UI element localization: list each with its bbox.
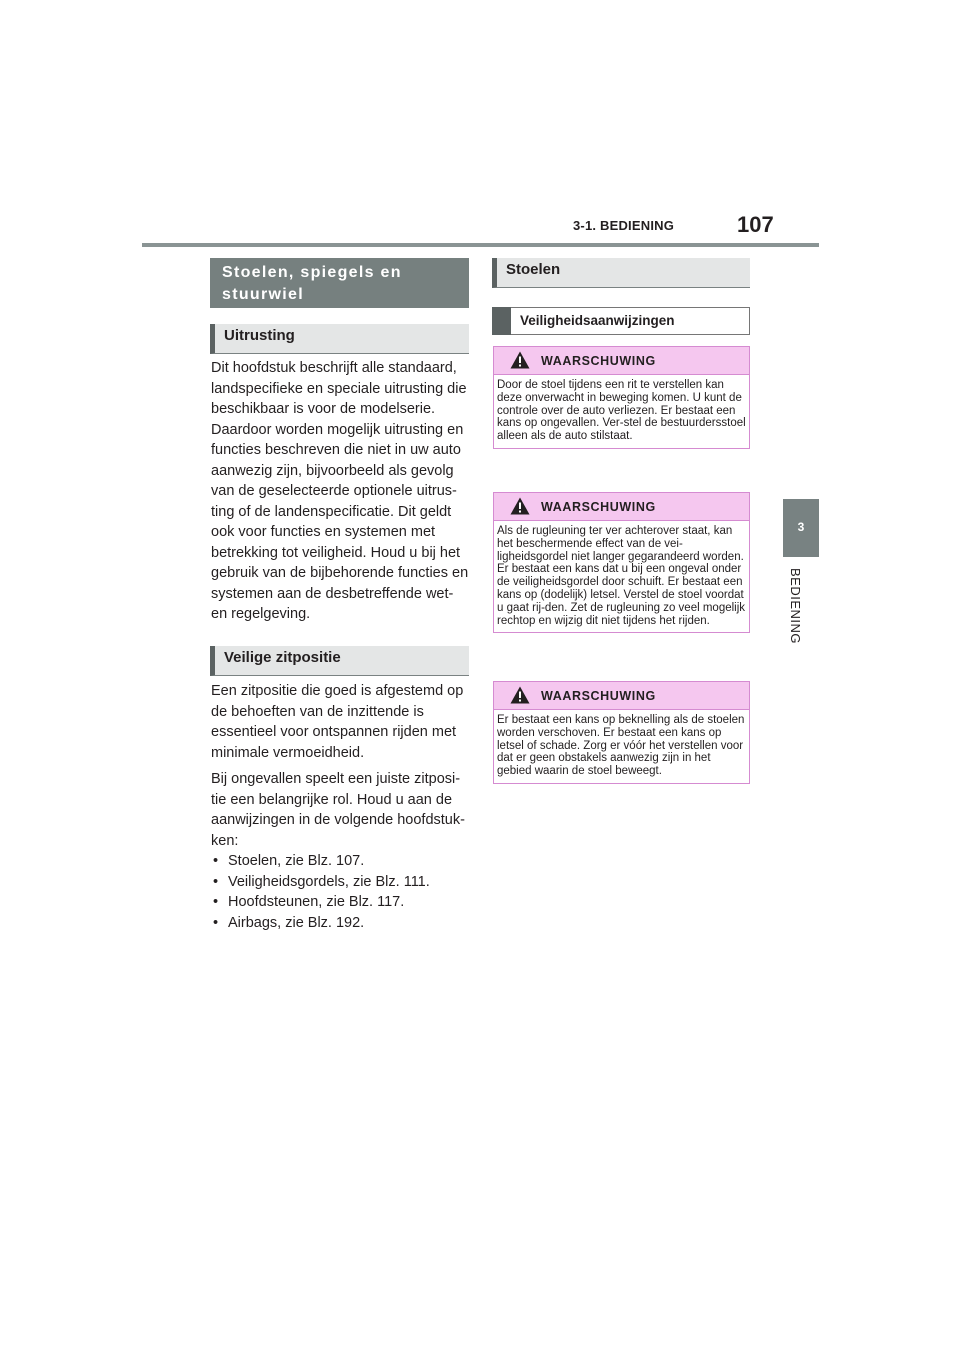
warning-triangle-icon — [510, 497, 530, 515]
header-divider — [142, 243, 819, 247]
warning-title: WAARSCHUWING — [541, 500, 656, 514]
chapter-tab: 3 — [783, 499, 819, 557]
warning-box-1 — [493, 346, 750, 449]
warning-triangle-icon — [510, 686, 530, 704]
warning-title: WAARSCHUWING — [541, 354, 656, 368]
list-item: • Stoelen, zie Blz. 107. — [211, 851, 473, 872]
warning-text: Door de stoel tijdens een rit te verstellen kan deze onverwacht in beweging komen. U kunt de controle over de auto verliezen. Er bestaat een kans op ongevallen. Ver-stel de bestuurdersstoel alleen als de auto stilstaat. — [497, 379, 746, 443]
warning-box-3 — [493, 681, 750, 784]
heading-stoelen: Stoelen — [492, 258, 750, 288]
warning-header — [494, 347, 749, 375]
zitpositie-paragraph-1: Een zitpositie die goed is afgestemd op de behoeften van de inzittende is essentieel voor ontspannen rijden met minimale vermoeidheid. — [211, 683, 464, 761]
heading-veilige-zitpositie: Veilige zitpositie — [210, 646, 469, 676]
uitrusting-text — [211, 358, 473, 625]
main-heading-line2: stuurwiel — [222, 286, 304, 303]
warning-text: Er bestaat een kans op beknelling als de stoelen worden verschoven. Er bestaat een kans op letsel of schade. Zorg er vóór het verstellen voor dat er geen obstakels aanwezig zijn in het gebied waarin de stoel beweegt. — [497, 714, 745, 778]
main-heading-line1: Stoelen, spiegels en — [222, 264, 402, 281]
warning-title: WAARSCHUWING — [541, 689, 656, 703]
list-item: • Veiligheidsgordels, zie Blz. 111. — [211, 872, 473, 893]
heading-marker — [492, 307, 511, 335]
heading-uitrusting: Uitrusting — [210, 324, 469, 354]
warning-header — [494, 493, 749, 521]
list-item: • Hoofdsteunen, zie Blz. 117. — [211, 892, 473, 913]
warning-header — [494, 682, 749, 710]
main-heading — [210, 258, 469, 308]
veiligheidsaanwijzingen-label: Veiligheidsaanwijzingen — [520, 313, 675, 328]
chapter-label: BEDIENING — [788, 568, 803, 645]
page-number: 107 — [737, 212, 774, 237]
warning-text: Als de rugleuning ter ver achterover staat, kan het beschermende effect van de vei-ligheidsgordel niet langer gegarandeerd worden. Er bestaat een kans dat u bij een ongeval onder de veiligheidsgordel door schuift. Er bestaat een kans op (dodelijk) letsel. Verstel de stoel voordat u gaat rij-den. Zet de rugleuning zo veel mogelijk rechtop en wijzig dit niet tijdens het rijden. — [497, 525, 746, 627]
section-title: 3-1. BEDIENING — [573, 218, 675, 233]
zitpositie-text — [211, 681, 473, 933]
warning-triangle-icon — [510, 351, 530, 369]
warning-box-2 — [493, 492, 750, 633]
reference-list — [211, 851, 473, 933]
list-item: • Airbags, zie Blz. 192. — [211, 913, 473, 934]
heading-veiligheidsaanwijzingen — [492, 307, 750, 335]
uitrusting-paragraph: Dit hoofdstuk beschrijft alle standaard, landspecifieke en speciale uitrusting die beschikbaar is voor de modelserie. Daardoor worden mogelijk uitrusting en functies beschreven die niet in uw auto aanwezig zijn, bijvoorbeeld als gevolg van de geselecteerde optionele uitrus-ting of de landenspecificatie. Dit geldt ook voor functies en systemen met betrekking tot veiligheid. Houd u bij het gebruik van de bijbehorende functies en systemen aan de desbetreffende wet- en regelgeving. — [211, 360, 469, 622]
zitpositie-paragraph-2: Bij ongevallen speelt een juiste zitposi-tie een belangrijke rol. Houd u aan de aanwijzingen in de volgende hoofdstuk-ken: — [211, 771, 465, 849]
